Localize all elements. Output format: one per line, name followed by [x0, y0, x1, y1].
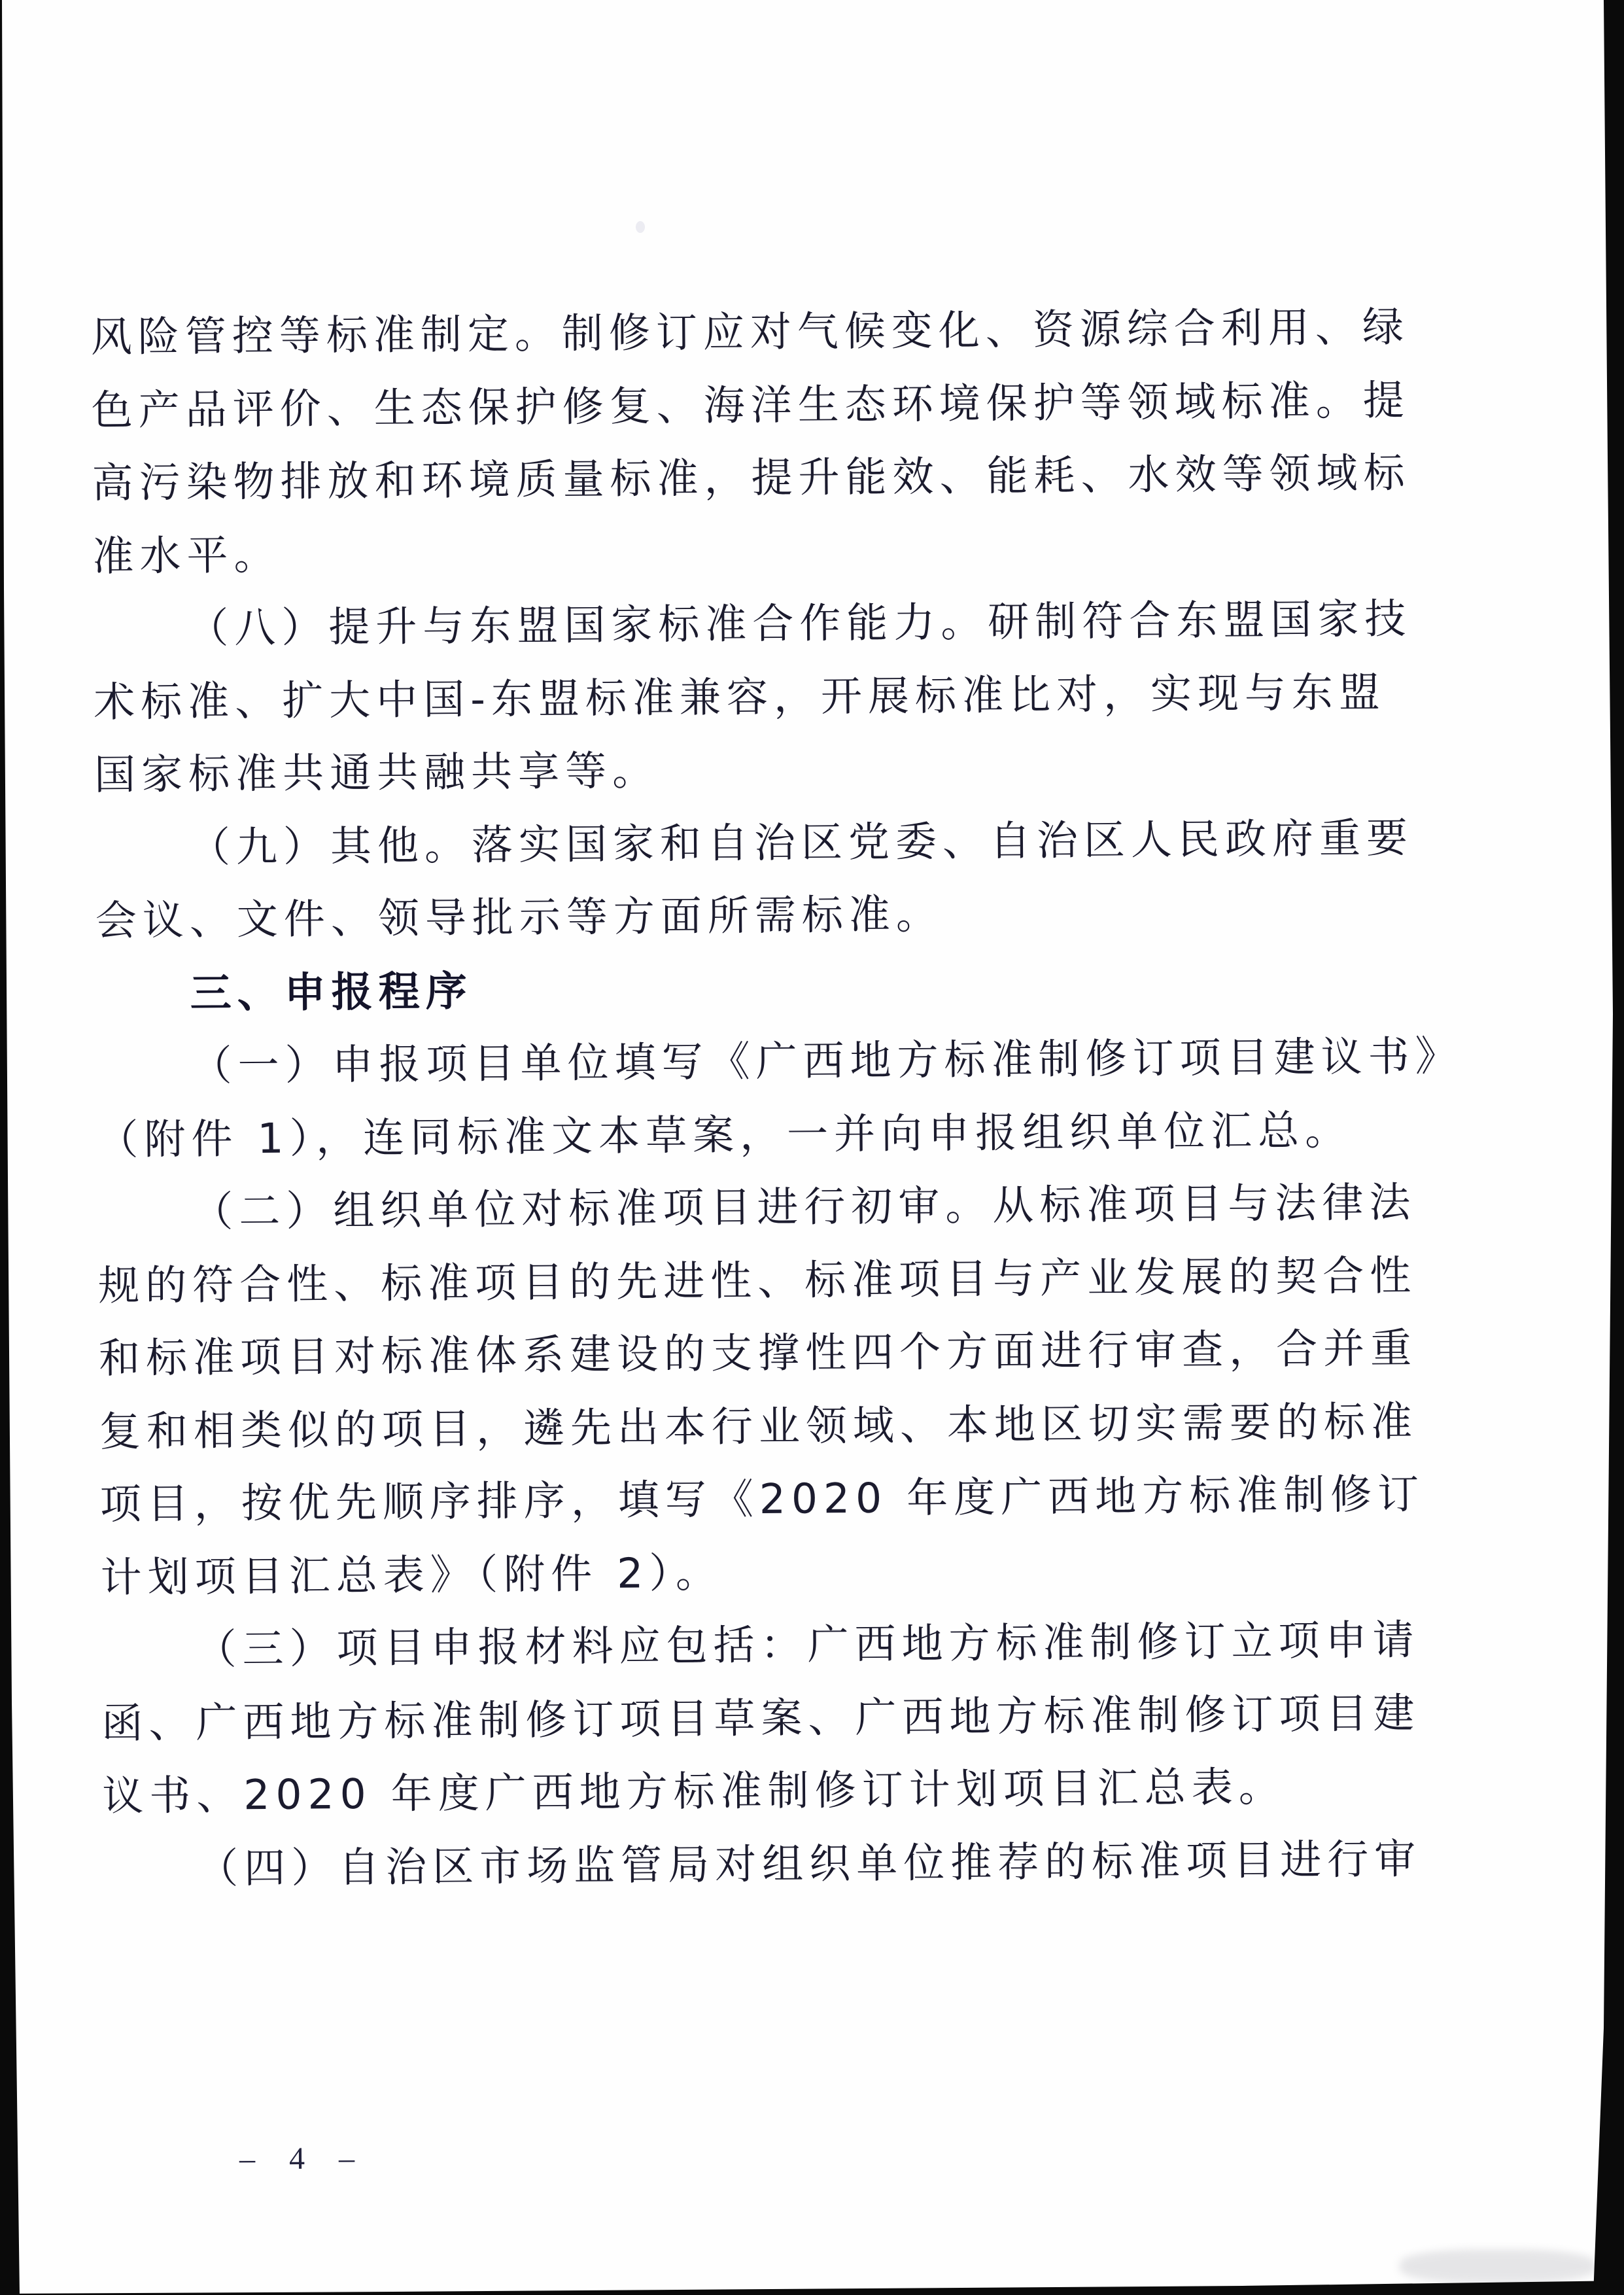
text-line: （附件 1），连同标准文本草案，一并向申报组织单位汇总。 [97, 1106, 1353, 1164]
text-line: 议书、2020 年度广西地方标准制修订计划项目汇总表。 [102, 1762, 1286, 1820]
section-heading: 三、申报程序 [190, 966, 473, 1017]
text-line: 国家标准共通共融共享等。 [94, 746, 660, 799]
scan-smudge [1400, 2249, 1596, 2283]
page-number: – 4 – [239, 2141, 368, 2177]
text-line: （九）其他。落实国家和自治区党委、自治区人民政府重要 [188, 813, 1414, 871]
text-line: 术标准、扩大中国-东盟标准兼容，开展标准比对，实现与东盟 [93, 667, 1387, 726]
text-line: 计划项目汇总表》（附件 2）。 [100, 1548, 723, 1602]
text-line: 规的符合性、标准项目的先进性、标准项目与产业发展的契合性 [97, 1251, 1417, 1310]
text-line: （二）组织单位对标准项目进行初审。从标准项目与法律法 [192, 1178, 1417, 1236]
text-line: 复和相类似的项目，遴先出本行业领域、本地区切实需要的标准 [99, 1397, 1419, 1456]
text-line: 函、广西地方标准制修订项目草案、广西地方标准制修订项目建 [101, 1689, 1421, 1747]
text-line: 准水平。 [92, 531, 281, 580]
scan-border-bottom [0, 2281, 1624, 2295]
text-line: 高污染物排放和环境质量标准，提升能效、能耗、水效等领域标 [92, 449, 1411, 507]
scan-border-right [1593, 0, 1624, 2295]
text-line: 和标准项目对标准体系建设的支撑性四个方面进行审查，合并重 [98, 1324, 1418, 1382]
scan-border-left [0, 0, 20, 2295]
text-line: 色产品评价、生态保护修复、海洋生态环境保护等领域标准。提 [91, 376, 1410, 434]
text-line: （三）项目申报材料应包括：广西地方标准制修订立项申请 [195, 1616, 1420, 1673]
text-line: （四）自治区市场监管局对组织单位推荐的标准项目进行审 [196, 1834, 1422, 1893]
text-line: （一）申报项目单位填写《广西地方标准制修订项目建议书》 [190, 1032, 1462, 1090]
text-line: 项目，按优先顺序排序，填写《2020 年度广西地方标准制修订 [99, 1470, 1425, 1528]
text-line: 风险管控等标准制定。制修订应对气候变化、资源综合利用、绿 [90, 303, 1410, 362]
text-line: （八）提升与东盟国家标准合作能力。研制符合东盟国家技 [187, 595, 1412, 652]
scan-speck [636, 221, 645, 233]
document-body [90, 290, 1462, 1906]
text-line: 会议、文件、领导批示等方面所需标准。 [95, 890, 944, 945]
